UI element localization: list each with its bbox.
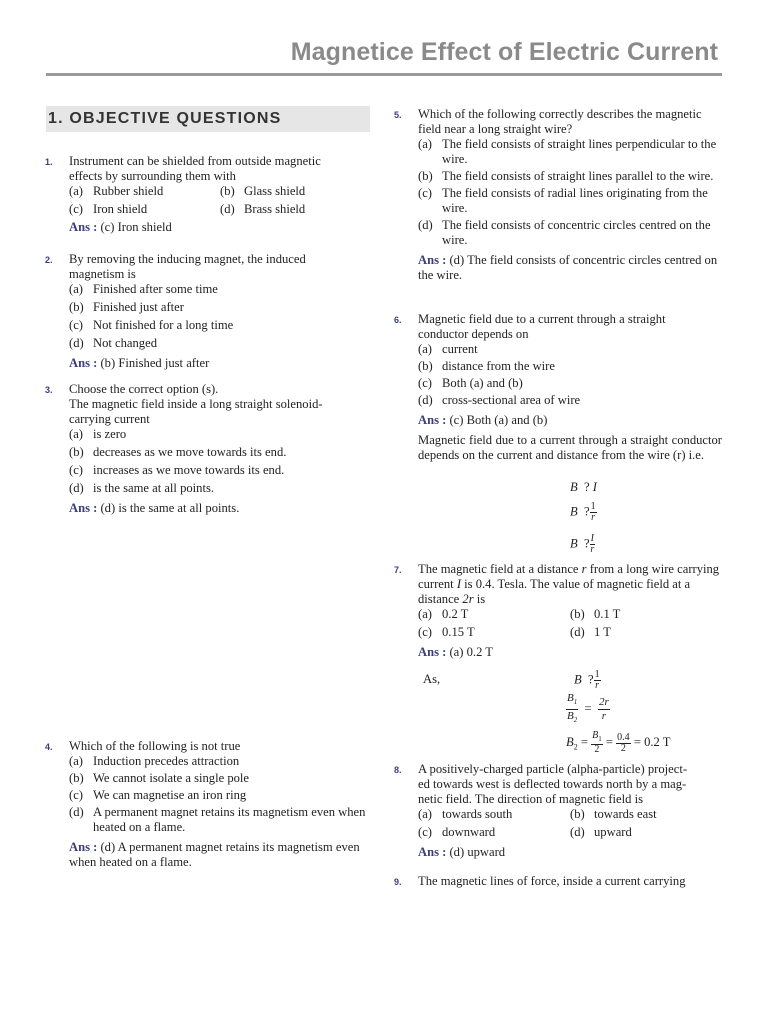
as-label: As, xyxy=(423,672,441,686)
question-6 xyxy=(394,312,722,463)
option: (a) is zero xyxy=(69,427,127,441)
equation-result: $B_2$ = $\frac{B_1}{2}$ = $\frac{0.4}{2}$ = 0.2 T xyxy=(566,730,671,755)
option: (a) Induction precedes attraction xyxy=(69,754,240,768)
option: (d) A permanent magnet retains its magnetism even when heated on a flame. xyxy=(69,805,366,834)
title-rule xyxy=(46,73,722,76)
option: (c) We can magnetise an iron ring xyxy=(69,788,247,802)
answer: Ans : (b) Finished just after xyxy=(69,356,210,370)
option: (c) Not finished for a long time xyxy=(69,318,234,332)
question-number: 2. xyxy=(45,255,53,265)
question-text: The magnetic field at a distance r from a long wire carrying current I is 0.4. Tesla. The value of magnetic field at a distance 2r is xyxy=(418,562,720,606)
option: (d) is the same at all points. xyxy=(69,481,215,495)
answer: Ans : (a) 0.2 T xyxy=(418,645,493,659)
option-text: Glass shield xyxy=(244,184,306,198)
equation-b-prop-inv-r: B ? $\frac{1}{r}$ xyxy=(570,501,596,523)
option: (c) Both (a) and (b) xyxy=(418,376,523,390)
option: (a) current xyxy=(418,342,478,356)
option: (b) distance from the wire xyxy=(418,359,555,373)
question-number: 1. xyxy=(45,157,53,167)
answer: Ans : (d) is the same at all points. xyxy=(69,501,240,515)
option: (b) decreases as we move towards its end. xyxy=(69,445,287,459)
question-number: 9. xyxy=(394,877,402,887)
option: (b) The field consists of straight lines parallel to the wire. xyxy=(418,169,714,183)
question-number: 6. xyxy=(394,315,402,325)
question-number: 5. xyxy=(394,110,402,120)
option: (b) Finished just after xyxy=(69,300,184,314)
answer: Ans : (d) A permanent magnet retains its magnetism even when heated on a flame. xyxy=(69,840,360,869)
answer: Ans : (c) Both (a) and (b) xyxy=(418,413,548,427)
question-9 xyxy=(394,874,722,889)
option-row: (a) towards south (b) towards east xyxy=(418,807,657,821)
option-letter: (d) xyxy=(220,202,235,216)
section-heading: 1. OBJECTIVE QUESTIONS xyxy=(46,106,370,132)
option: (c) The field consists of radial lines originating from the wire. xyxy=(418,186,708,215)
question-3 xyxy=(45,382,371,516)
question-2 xyxy=(45,252,371,371)
equation-b-prop-i-over-r: B ? $\frac{I}{r}$ xyxy=(570,533,595,555)
option-text: Brass shield xyxy=(244,202,306,216)
equation-b-prop-i: B ? I xyxy=(570,480,597,494)
option: (a) The field consists of straight lines perpendicular to the wire. xyxy=(418,137,717,166)
option: (c) increases as we move towards its end. xyxy=(69,463,285,477)
option-row: (c) downward (d) upward xyxy=(418,825,632,839)
answer: Ans : (c) Iron shield xyxy=(69,220,172,234)
option: (b) We cannot isolate a single pole xyxy=(69,771,250,785)
option: (d) cross-sectional area of wire xyxy=(418,393,581,407)
answer: Ans : (d) upward xyxy=(418,845,506,859)
option-letter: (a) xyxy=(69,184,83,198)
page-title: Magnetice Effect of Electric Current xyxy=(290,38,718,66)
option-letter: (b) xyxy=(220,184,235,198)
question-number: 8. xyxy=(394,765,402,775)
answer: Ans : (d) The field consists of concentric circles centred on the wire. xyxy=(418,253,718,282)
question-text: By removing the inducing magnet, the induced magnetism is xyxy=(69,252,306,281)
question-text: The magnetic lines of force, inside a current carrying xyxy=(418,874,686,888)
option-row: (c) 0.15 T (d) 1 T xyxy=(418,625,611,639)
equation-b-prop-inv-r-2: B ? $\frac{1}{r}$ xyxy=(574,669,600,691)
question-text: A positively-charged particle (alpha-particle) project- ed towards west is deflected towards north by a mag- netic field. The direction of magnetic field is xyxy=(418,762,688,806)
option-text: Iron shield xyxy=(93,202,148,216)
question-5 xyxy=(394,107,722,283)
question-7 xyxy=(394,562,722,660)
question-1 xyxy=(45,154,371,235)
option-row xyxy=(69,202,371,217)
option: (d) Not changed xyxy=(69,336,157,350)
question-text: Choose the correct option (s). The magnetic field inside a long straight solenoid- carrying current xyxy=(69,382,323,426)
option: (a) Finished after some time xyxy=(69,282,218,296)
question-8 xyxy=(394,762,722,860)
option-row: (a) 0.2 T (b) 0.1 T xyxy=(418,607,621,621)
question-4 xyxy=(45,739,371,870)
question-text: Which of the following correctly describes the magnetic field near a long straight wire? xyxy=(418,107,702,136)
equation-ratio: $\frac{B_1}{B_2}$ = $\frac{2r}{r}$ xyxy=(567,692,609,725)
option-text: Rubber shield xyxy=(93,184,164,198)
question-number: 3. xyxy=(45,385,53,395)
question-text: Magnetic field due to a current through a straight conductor depends on xyxy=(418,312,666,341)
question-text: Which of the following is not true xyxy=(69,739,241,753)
option-letter: (c) xyxy=(69,202,83,216)
option-row xyxy=(69,184,371,199)
option: (d) The field consists of concentric circles centred on the wire. xyxy=(418,218,711,247)
question-number: 7. xyxy=(394,565,402,575)
question-number: 4. xyxy=(45,742,53,752)
question-text: Instrument can be shielded from outside magnetic effects by surrounding them with xyxy=(69,154,321,183)
explanation: Magnetic field due to a current through a straight conductor depends on the current and distance from the wire (r) i.e. xyxy=(418,433,722,462)
